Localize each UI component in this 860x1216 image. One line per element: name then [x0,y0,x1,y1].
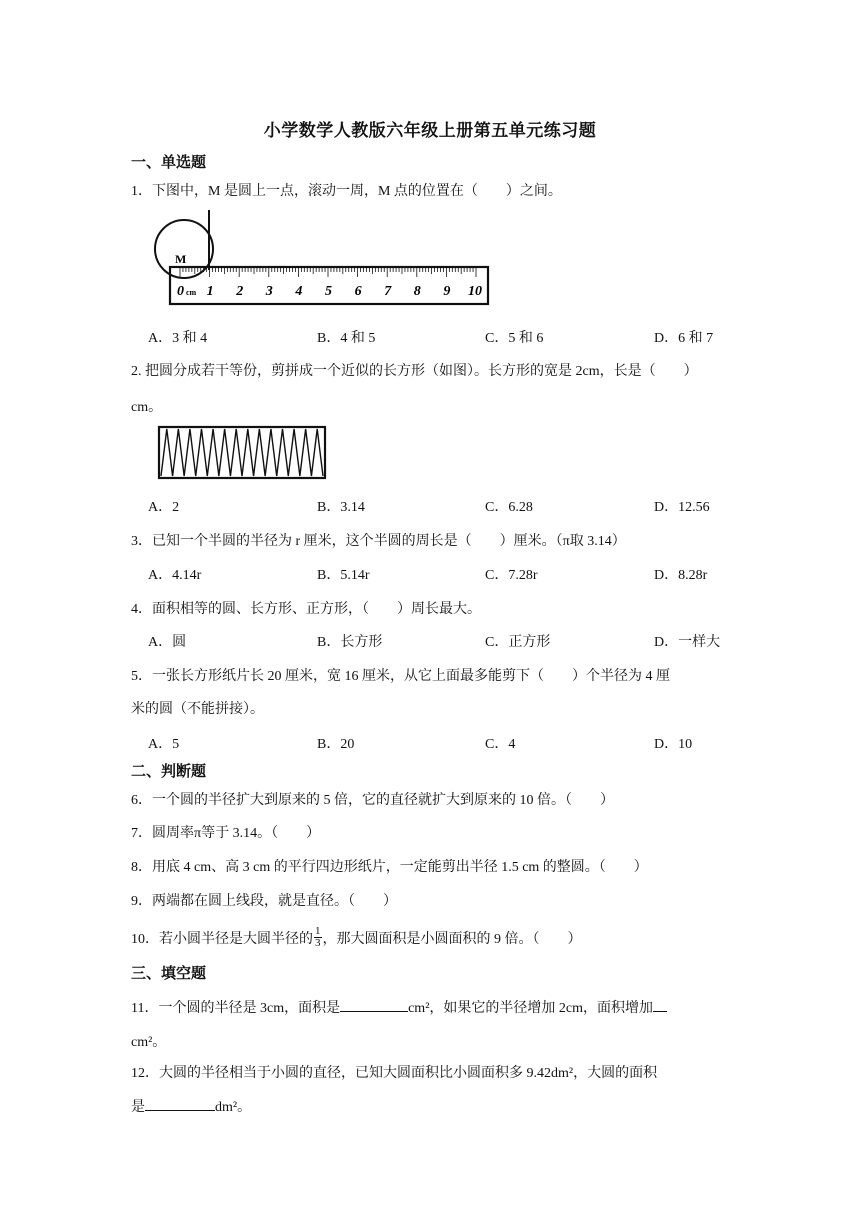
question-2-stem-line-2: cm。 [131,400,163,415]
question-4-option-b[interactable]: B．长方形 [317,635,383,650]
question-11-answer-blank-2[interactable] [653,997,667,1012]
question-1-stem: 1．下图中，M 是圆上一点，滚动一周，M 点的位置在（ ）之间。 [131,184,562,199]
question-4-stem: 4．面积相等的圆、长方形、正方形，（ ）周长最大。 [131,602,481,617]
question-10-text-before: 10．若小圆半径是大圆半径的 [131,932,313,947]
fraction-denominator: 3 [315,937,321,950]
ruler-tick-label: 8 [413,284,421,299]
question-3-stem: 3．已知一个半圆的半径为 r 厘米，这个半圆的周长是（ ）厘米。（π取 3.14） [131,534,626,549]
section-heading-single-choice: 一、单选题 [131,153,207,171]
section-heading-fill-blank: 三、填空题 [131,964,207,982]
ruler-tick-label: 3 [265,284,273,299]
question-12-line-2 [131,1096,251,1116]
question-8: 8．用底 4 cm、高 3 cm 的平行四边形纸片，一定能剪出半径 1.5 cm 的整圆。（ ） [131,860,648,875]
question-2-option-a[interactable]: A．2 [148,500,180,515]
question-11-part-1: 11．一个圆的半径是 3cm，面积是 [131,1001,341,1016]
ruler-tick-label: 7 [384,284,392,299]
ruler-tick-label: 6 [354,284,362,299]
question-4-option-d[interactable]: D．一样大 [654,635,721,650]
fraction-one-third [314,926,322,949]
ruler-unit-label: cm [186,288,197,297]
question-2-option-d[interactable]: D．12.56 [654,500,710,515]
ruler-tick-label: 0 [177,284,184,299]
ruler-tick-label: 1 [206,284,214,299]
question-12-text-after: dm²。 [215,1100,252,1115]
question-11-line-2: cm²。 [131,1035,167,1050]
question-11-answer-blank-1[interactable] [340,997,408,1012]
question-10 [131,925,582,951]
point-m-label: M [175,252,187,266]
question-5-option-d[interactable]: D．10 [654,737,693,752]
rolling-circle-ruler-figure [150,210,500,310]
question-10-text-after: ，那大圆面积是小圆面积的 9 倍。（ ） [322,932,582,947]
question-2-stem-line-1: 2. 把圆分成若干等份，剪拼成一个近似的长方形（如图）。长方形的宽是 2cm，长是（ ） [131,364,698,379]
page-title: 小学数学人教版六年级上册第五单元练习题 [263,121,597,141]
question-1-option-b[interactable]: B．4 和 5 [317,331,376,346]
ruler-tick-labels [177,284,482,299]
ruler-tick-marks [180,268,476,277]
ruler-tick-label: 9 [443,284,451,299]
question-5-stem-line-2: 米的圆（不能拼接）。 [131,702,264,717]
question-4-option-c[interactable]: C．正方形 [485,635,551,650]
ruler-tick-label: 10 [468,284,482,299]
question-11-part-2: cm²，如果它的半径增加 2cm，面积增加 [408,1001,653,1016]
question-4-option-a[interactable]: A．圆 [148,635,187,650]
question-3-option-c[interactable]: C．7.28r [485,568,538,583]
question-5-option-c[interactable]: C．4 [485,737,516,752]
question-11-line-1 [131,997,667,1017]
sector-zigzag [161,429,323,476]
question-5-option-a[interactable]: A．5 [148,737,180,752]
question-1-option-d[interactable]: D．6 和 7 [654,331,714,346]
question-5-stem-line-1: 5．一张长方形纸片长 20 厘米，宽 16 厘米，从它上面最多能剪下（ ）个半径为 4 厘 [131,669,670,684]
question-2-option-c[interactable]: C．6.28 [485,500,533,515]
section-heading-true-false: 二、判断题 [131,762,207,780]
question-12-text-before: 是 [131,1100,145,1115]
question-3-option-d[interactable]: D．8.28r [654,568,708,583]
question-1-option-a[interactable]: A．3 和 4 [148,331,208,346]
circle-to-rectangle-figure [157,425,329,483]
question-2-option-b[interactable]: B．3.14 [317,500,365,515]
ruler-tick-label: 5 [325,284,332,299]
question-6: 6．一个圆的半径扩大到原来的 5 倍，它的直径就扩大到原来的 10 倍。（ ） [131,793,614,808]
question-9: 9．两端都在圆上线段，就是直径。（ ） [131,894,397,909]
question-5-option-b[interactable]: B．20 [317,737,355,752]
rolling-circle [155,220,213,278]
ruler-tick-label: 2 [236,284,244,299]
question-12-answer-blank[interactable] [145,1096,215,1111]
question-12-line-1: 12．大圆的半径相当于小圆的直径，已知大圆面积比小圆面积多 9.42dm²，大圆的面积 [131,1066,658,1081]
question-1-option-c[interactable]: C．5 和 6 [485,331,544,346]
question-7: 7．圆周率π等于 3.14。（ ） [131,826,321,841]
ruler-tick-label: 4 [295,284,303,299]
fraction-numerator: 1 [315,925,321,938]
question-3-option-a[interactable]: A．4.14r [148,568,202,583]
question-3-option-b[interactable]: B．5.14r [317,568,370,583]
